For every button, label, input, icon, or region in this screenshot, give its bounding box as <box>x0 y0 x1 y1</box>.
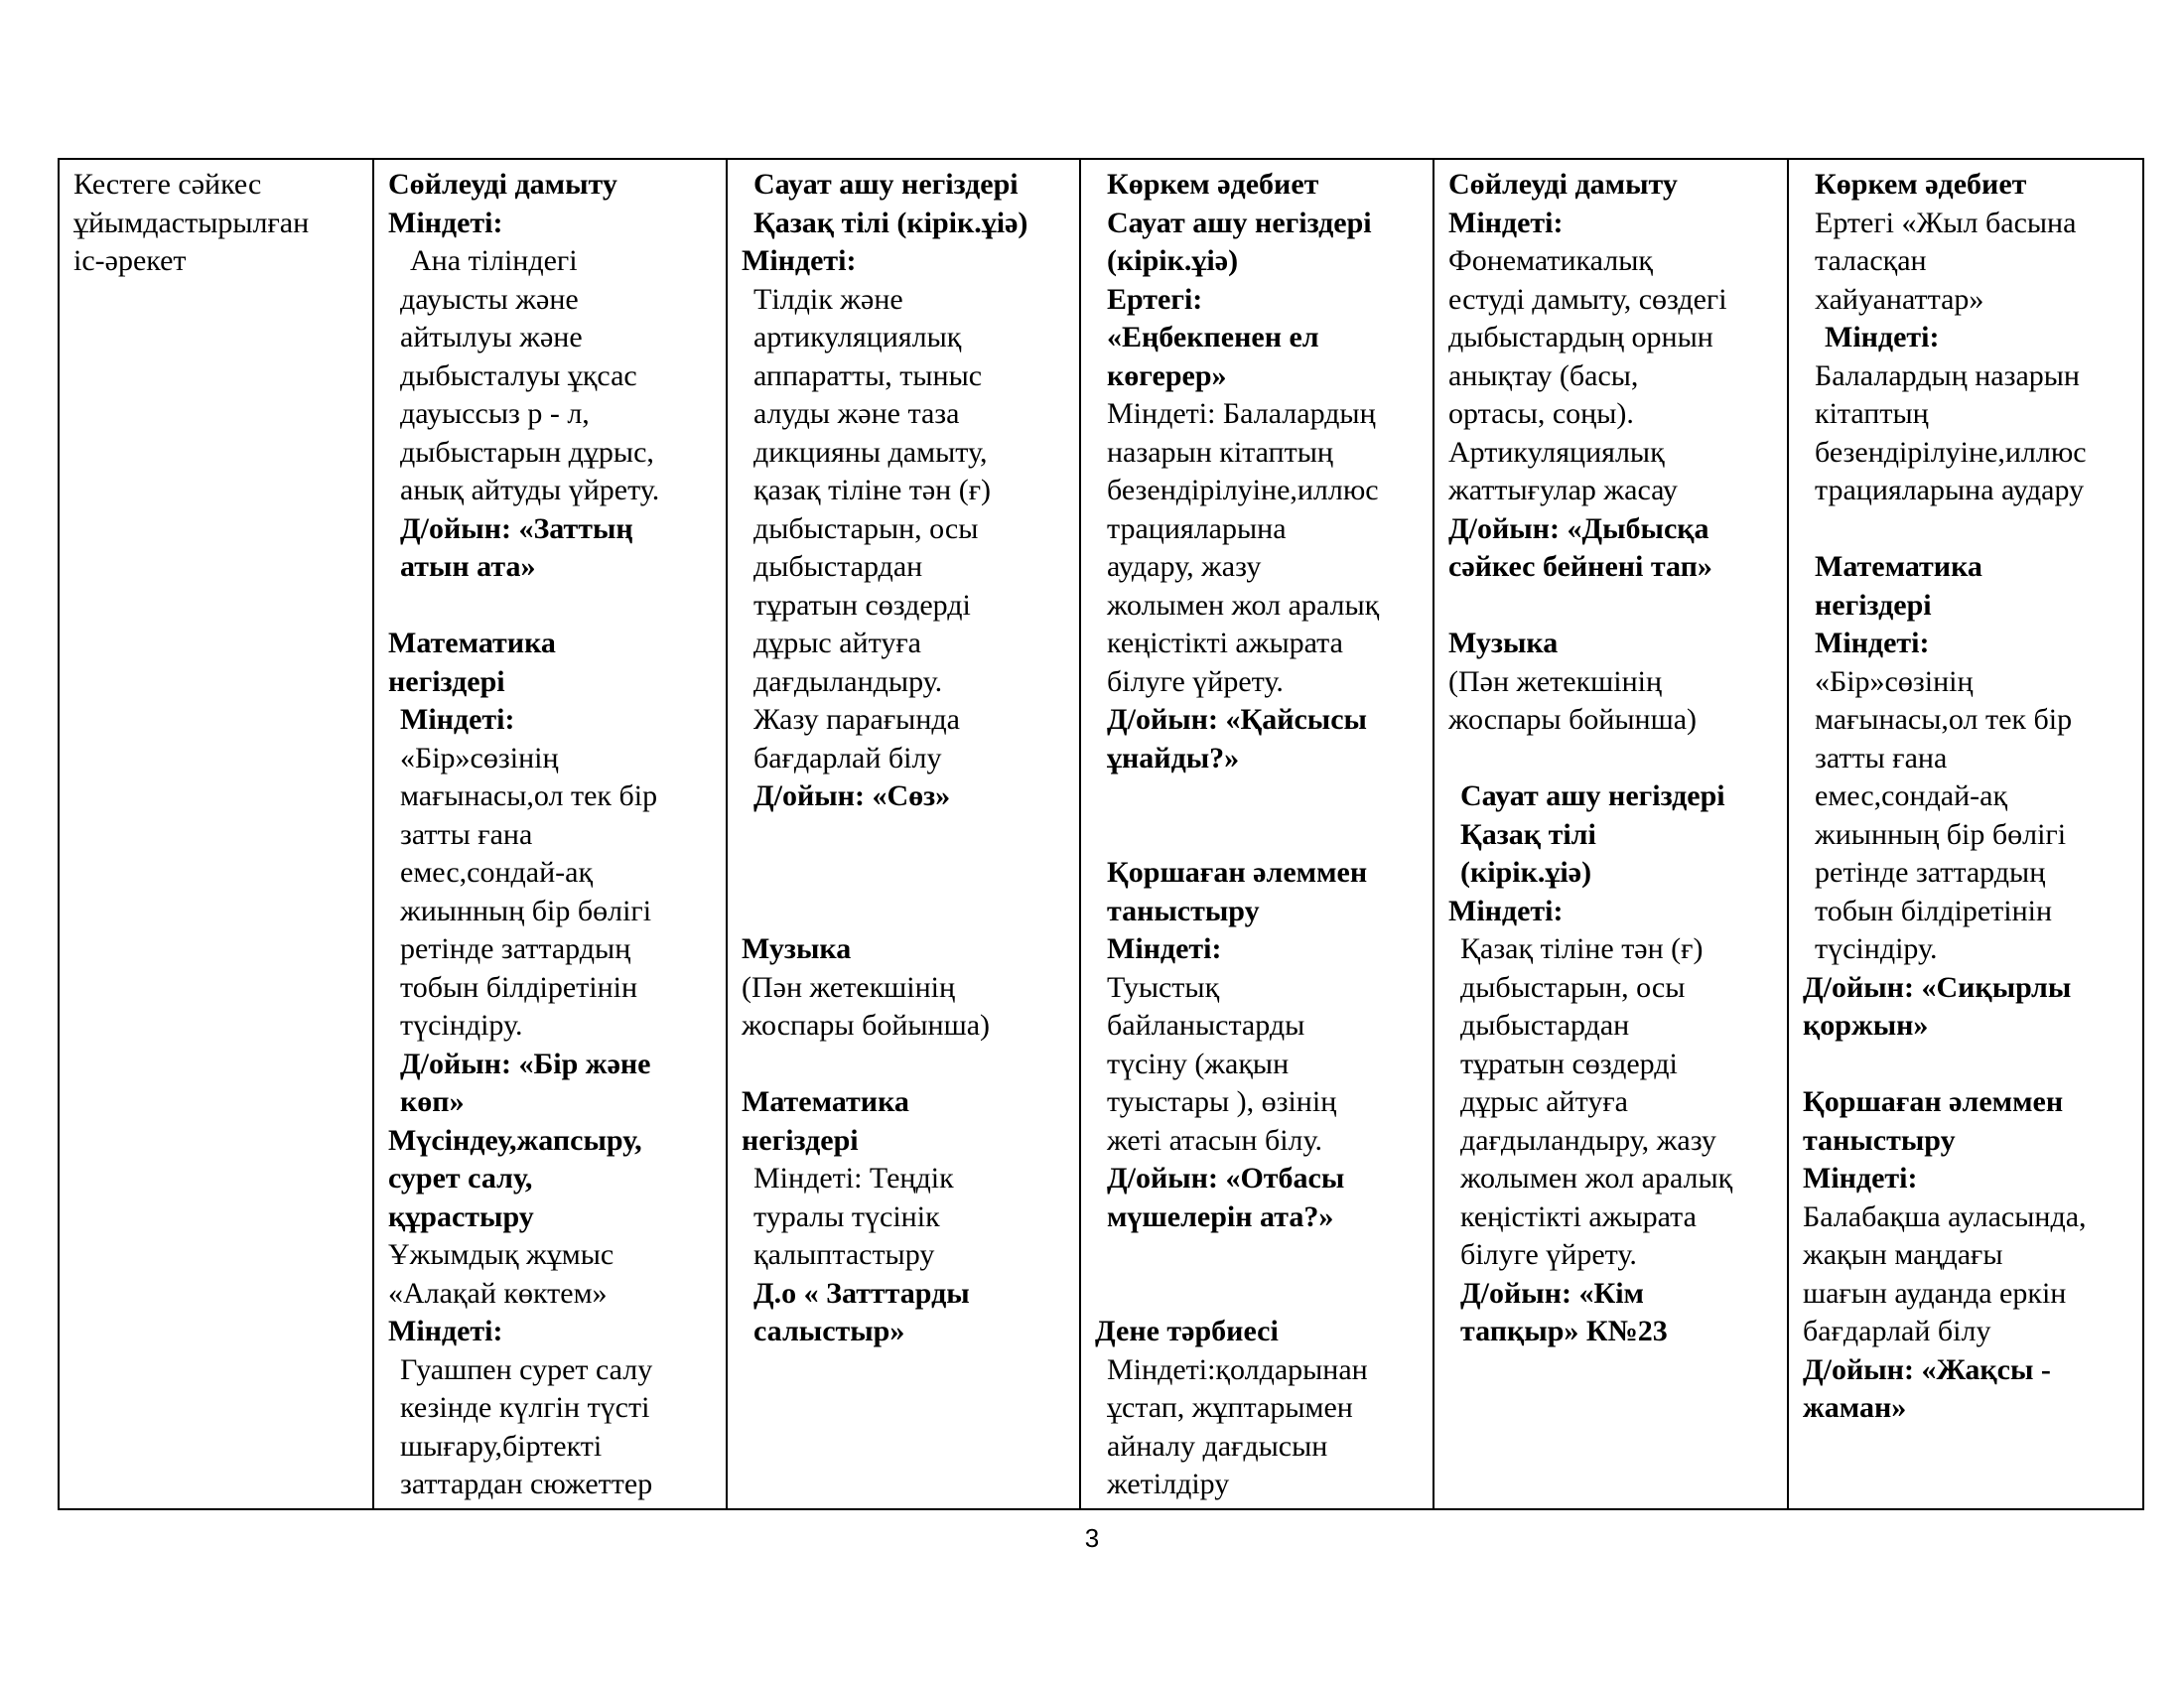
cell-line: Математика <box>388 627 556 659</box>
cell-line: кеңістікті ажырата <box>1460 1199 1697 1233</box>
cell-line: Балалардың назарын <box>1815 358 2080 392</box>
cell-line <box>742 893 1071 931</box>
cell-line: безендірілуіне,иллюс <box>1107 474 1379 506</box>
cell-line: (кірік.ұіә) <box>1107 244 1239 277</box>
cell-line: тобын білдіретінін <box>400 970 638 1004</box>
cell-line: Міндеті:қолдарынан <box>1107 1352 1368 1386</box>
cell-line: «Алақай көктем» <box>388 1276 608 1310</box>
cell-line: Д/ойын: «Қайсысы <box>1107 703 1367 736</box>
cell-line: Міндеті: <box>1825 321 1940 353</box>
cell-line: шағын ауданда еркін <box>1803 1276 2067 1310</box>
cell-line <box>1803 1046 2134 1084</box>
table-cell-thursday <box>1433 159 1788 1509</box>
cell-line <box>1095 1275 1425 1314</box>
cell-line: Балабақша ауласында, <box>1803 1199 2087 1233</box>
cell-line: жолымен жол аралық <box>1460 1162 1733 1195</box>
cell-line: Міндеті: Теңдік <box>753 1162 954 1195</box>
cell-line: таласқан <box>1815 244 1927 277</box>
cell-line: Сауат ашу негіздері <box>753 168 1019 201</box>
cell-line: Д/ойын: «Дыбысқа <box>1448 511 1709 545</box>
cell-line: жақын маңдағы <box>1803 1238 2003 1271</box>
cell-line: Қоршаған әлеммен <box>1107 856 1368 889</box>
cell-line: қалыптастыру <box>753 1238 935 1271</box>
cell-line: (кірік.ұіә) <box>1460 856 1592 889</box>
cell-line: Ертегі «Жыл басына <box>1815 206 2077 239</box>
cell-line: Қоршаған әлеммен <box>1803 1085 2064 1118</box>
cell-line: Д/ойын: «Жақсы - <box>1803 1352 2051 1386</box>
cell-line: Міндеті: <box>388 206 503 239</box>
activity-table <box>58 158 2144 1510</box>
cell-line: Ертегі: <box>1107 282 1203 316</box>
cell-line: «Бір»сөзінің <box>1815 664 1974 698</box>
cell-line: Міндеті: <box>1815 627 1930 659</box>
cell-line: Тілдік және <box>753 282 903 316</box>
cell-line: (Пән жетекшінің <box>1448 664 1663 698</box>
page-number: 3 <box>1084 1523 1100 1553</box>
cell-line: жиынның бір бөлігі <box>1815 817 2067 851</box>
cell-line: кітаптың <box>1815 397 1929 430</box>
cell-line: Д/ойын: «Сиқырлы <box>1803 970 2072 1004</box>
cell-line: жетілдіру <box>1107 1468 1230 1500</box>
cell-line: дыбыстардың орнын <box>1448 321 1713 353</box>
cell-line <box>742 1046 1071 1084</box>
cell-line: Міндеті: <box>1107 932 1222 965</box>
cell-line: Міндеті: <box>1803 1162 1918 1195</box>
cell-line: мүшелерін ата?» <box>1107 1199 1334 1233</box>
cell-line: бағдарлай білу <box>1803 1315 1991 1347</box>
cell-line: Міндеті: Балалардың <box>1107 397 1376 430</box>
cell-line: көп» <box>400 1085 465 1118</box>
cell-line: дыбыстарын, осы <box>1460 970 1686 1004</box>
cell-line <box>1803 510 2134 549</box>
table-cell-monday <box>373 159 727 1509</box>
cell-line: дикцияны дамыту, <box>753 435 988 469</box>
cell-line: Сауат ашу негіздері <box>1107 206 1372 239</box>
cell-line: Міндеті: <box>1448 894 1564 927</box>
cell-line: (Пән жетекшінің <box>742 970 956 1004</box>
cell-line: түсіну (жақын <box>1107 1047 1290 1080</box>
cell-line: Қазақ тіліне тән (ғ) <box>1460 932 1704 965</box>
cell-line: дағдыландыру, жазу <box>1460 1123 1716 1157</box>
cell-line: Міндеті: <box>742 244 857 277</box>
cell-line: Д.о « Затттарды <box>753 1276 970 1310</box>
cell-line: Д/ойын: «Бір және <box>400 1047 651 1080</box>
cell-line: ретінде заттардың <box>400 932 631 965</box>
cell-line: сәйкес бейнені тап» <box>1448 550 1712 583</box>
cell-line: атын ата» <box>400 550 536 583</box>
cell-line: Музыка <box>742 932 852 965</box>
cell-line: безендірілуіне,иллюс <box>1815 435 2087 469</box>
cell-line: Көркем әдебиет <box>1815 168 2027 201</box>
cell-line: кеңістікті ажырата <box>1107 627 1343 659</box>
table-cell-friday <box>1788 159 2143 1509</box>
cell-line: затты ғана <box>400 817 533 851</box>
cell-line: Қазақ тілі <box>1460 817 1596 851</box>
cell-line: емес,сондай-ақ <box>400 856 594 889</box>
cell-line: «Еңбекпенен ел <box>1107 321 1319 353</box>
cell-line: «Бір»сөзінің <box>400 741 559 774</box>
cell-line: Д/ойын: «Отбасы <box>1107 1162 1345 1195</box>
cell-line: тұратын сөздерді <box>1460 1047 1678 1080</box>
cell-line: көгерер» <box>1107 358 1227 392</box>
cell-line: таныстыру <box>1803 1123 1956 1157</box>
cell-line: ұстап, жұптарымен <box>1107 1391 1353 1424</box>
cell-line: Сөйлеуді дамыту <box>388 168 617 201</box>
cell-line: естуді дамыту, сөздегі <box>1448 282 1727 316</box>
cell-line: аппаратты, тыныс <box>753 358 983 392</box>
cell-line: заттардан сюжеттер <box>400 1468 653 1500</box>
cell-line: шығару,біртекті <box>400 1429 603 1463</box>
cell-line: дауысты және <box>400 282 579 316</box>
cell-line: түсіндіру. <box>400 1009 523 1042</box>
cell-line: дыбыстардан <box>753 550 923 583</box>
cell-line: Гуашпен сурет салу <box>400 1352 653 1386</box>
cell-line: салыстыр» <box>753 1315 905 1347</box>
cell-line: дауыссыз р - л, <box>400 397 590 430</box>
cell-line: байланыстарды <box>1107 1009 1305 1042</box>
cell-line: Д/ойын: «Кім <box>1460 1276 1644 1310</box>
cell-line: жиынның бір бөлігі <box>400 894 652 927</box>
cell-line: жоспары бойынша) <box>1448 703 1698 736</box>
table-cell-wednesday <box>1080 159 1433 1509</box>
cell-line: Ұжымдық жұмыс <box>388 1238 614 1271</box>
cell-line: негіздері <box>388 664 505 698</box>
cell-line: Міндеті: <box>1448 206 1564 239</box>
cell-line: құрастыру <box>388 1199 534 1233</box>
cell-line: мағынасы,ол тек бір <box>400 779 658 812</box>
cell-line: дұрыс айтуға <box>753 627 921 659</box>
cell-line: білуге үйрету. <box>1107 664 1284 698</box>
cell-line: дыбыстарын, осы <box>753 511 979 545</box>
cell-line: Кестеге сәйкес <box>73 168 262 201</box>
cell-line: назарын кітаптың <box>1107 435 1333 469</box>
cell-line: таныстыру <box>1107 894 1260 927</box>
cell-line: дыбыстарын дұрыс, <box>400 435 654 469</box>
cell-line <box>1095 1236 1425 1275</box>
cell-line: Туыстық <box>1107 970 1220 1004</box>
cell-line: айналу дағдысын <box>1107 1429 1328 1463</box>
cell-line: тапқыр» К№23 <box>1460 1315 1668 1347</box>
cell-line: Математика <box>1815 550 1982 583</box>
cell-line: ортасы, соңы). <box>1448 397 1634 430</box>
cell-line: Көркем әдебиет <box>1107 168 1319 201</box>
cell-line: тобын білдіретінін <box>1815 894 2053 927</box>
cell-line: Д/ойын: «Сөз» <box>753 779 951 812</box>
cell-line: Фонематикалық <box>1448 244 1653 277</box>
cell-line: анықтау (басы, <box>1448 358 1639 392</box>
cell-line: тұратын сөздерді <box>753 588 971 622</box>
cell-line: жолымен жол аралық <box>1107 588 1380 622</box>
cell-line: алуды және таза <box>753 397 960 430</box>
cell-line: дағдыландыру. <box>753 664 943 698</box>
cell-line: қоржын» <box>1803 1009 1929 1042</box>
table-cell-tuesday <box>727 159 1080 1509</box>
cell-line: жеті атасын білу. <box>1107 1123 1323 1157</box>
row-header-cell <box>59 159 373 1509</box>
cell-line <box>742 854 1071 893</box>
cell-line: Қазақ тілі (кірік.ұіә) <box>753 206 1028 239</box>
cell-line: жаман» <box>1803 1391 1907 1424</box>
table-row <box>59 159 2143 1509</box>
cell-line: дыбысталуы ұқсас <box>400 358 637 392</box>
cell-line: іс-әрекет <box>73 244 187 277</box>
cell-line <box>388 587 718 626</box>
cell-line: анық айтуды үйрету. <box>400 474 660 506</box>
cell-line: трацияларына аудару <box>1815 474 2085 506</box>
cell-line: Сауат ашу негіздері <box>1460 779 1725 812</box>
cell-line: Музыка <box>1448 627 1559 659</box>
cell-line <box>1448 587 1779 626</box>
cell-line: дұрыс айтуға <box>1460 1085 1628 1118</box>
cell-line: жоспары бойынша) <box>742 1009 991 1042</box>
cell-line: айтылуы және <box>400 321 583 353</box>
cell-line: жаттығулар жасау <box>1448 474 1678 506</box>
cell-line: туралы түсінік <box>753 1199 940 1233</box>
cell-line: хайуанаттар» <box>1815 282 1984 316</box>
cell-line: мағынасы,ол тек бір <box>1815 703 2073 736</box>
cell-line <box>1095 816 1425 855</box>
cell-line: ұйымдастырылған <box>73 206 310 239</box>
cell-line: бағдарлай білу <box>753 741 942 774</box>
cell-line: білуге үйрету. <box>1460 1238 1637 1271</box>
cell-line: туыстары ), өзінің <box>1107 1085 1337 1118</box>
cell-line: трацияларына <box>1107 511 1287 545</box>
cell-line: сурет салу, <box>388 1162 533 1195</box>
cell-line <box>1095 777 1425 816</box>
cell-line: түсіндіру. <box>1815 932 1938 965</box>
cell-line: Д/ойын: «Заттың <box>400 511 633 545</box>
cell-line: негіздері <box>742 1123 859 1157</box>
cell-line: ретінде заттардың <box>1815 856 2046 889</box>
cell-line: аудару, жазу <box>1107 550 1262 583</box>
cell-line: негіздері <box>1815 588 1932 622</box>
cell-line: затты ғана <box>1815 741 1948 774</box>
cell-line: Математика <box>742 1085 909 1118</box>
cell-line: Мүсіндеу,жапсыру, <box>388 1123 642 1157</box>
cell-line: Сөйлеуді дамыту <box>1448 168 1678 201</box>
cell-line: Жазу парағында <box>753 703 960 736</box>
cell-line <box>742 816 1071 855</box>
cell-line: ұнайды?» <box>1107 741 1240 774</box>
cell-line: Артикуляциялық <box>1448 435 1665 469</box>
cell-line: емес,сондай-ақ <box>1815 779 2008 812</box>
cell-line: дыбыстардан <box>1460 1009 1630 1042</box>
cell-line: Дене тәрбиесі <box>1095 1315 1279 1347</box>
cell-line: кезінде күлгін түсті <box>400 1391 650 1424</box>
cell-line: қазақ тіліне тән (ғ) <box>753 474 992 506</box>
cell-line <box>1448 740 1779 778</box>
cell-line: Міндеті: <box>400 703 515 736</box>
cell-line: артикуляциялық <box>753 321 962 353</box>
cell-line: Міндеті: <box>388 1315 503 1347</box>
cell-line: Ана тіліндегі <box>410 244 578 277</box>
